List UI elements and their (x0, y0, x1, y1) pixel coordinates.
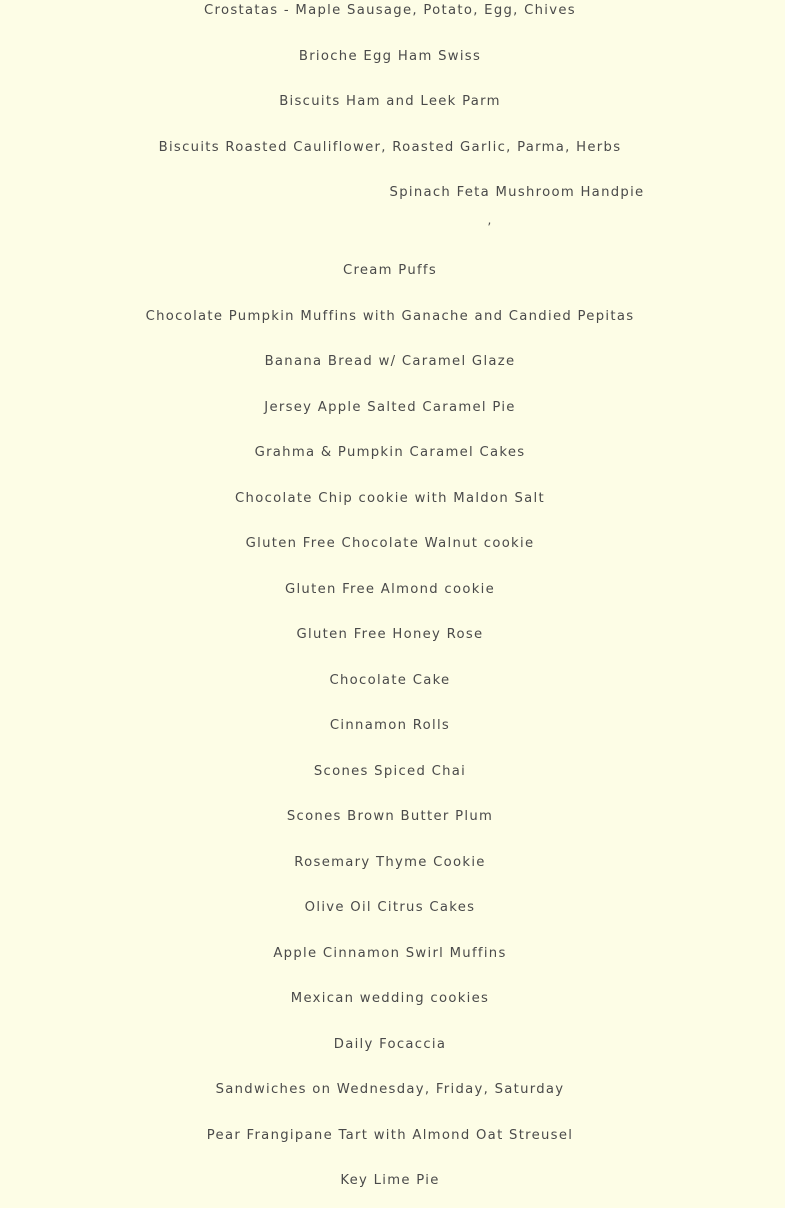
stray-comma: , (487, 213, 493, 227)
menu-item-chocolate-cake: Chocolate Cake (329, 673, 451, 688)
menu-item-apple-pie: Jersey Apple Salted Caramel Pie (264, 400, 516, 415)
menu-item-olive-oil-cakes: Olive Oil Citrus Cakes (304, 900, 476, 915)
menu-item-pumpkin-muffins: Chocolate Pumpkin Muffins with Ganache and Candied Pepitas (145, 309, 635, 324)
menu-item-rosemary-cookie: Rosemary Thyme Cookie (294, 855, 486, 870)
menu-item-crostatas: Crostatas - Maple Sausage, Potato, Egg, Chives (204, 3, 576, 18)
menu-item-cream-puffs: Cream Puffs (342, 263, 438, 278)
menu-item-handpie: Spinach Feta Mushroom Handpie (389, 185, 645, 200)
menu-item-cinnamon-rolls: Cinnamon Rolls (329, 718, 451, 733)
menu-item-biscuits-cauliflower: Biscuits Roasted Cauliflower, Roasted Garlic, Parma, Herbs (158, 140, 622, 155)
menu-item-chocolate-chip-cookie: Chocolate Chip cookie with Maldon Salt (235, 491, 545, 506)
menu-item-biscuits-ham: Biscuits Ham and Leek Parm (279, 94, 501, 109)
menu-item-gf-walnut-cookie: Gluten Free Chocolate Walnut cookie (245, 536, 535, 551)
menu-item-scones-plum: Scones Brown Butter Plum (286, 809, 494, 824)
menu-item-scones-chai: Scones Spiced Chai (313, 764, 467, 779)
menu-item-wedding-cookies: Mexican wedding cookies (290, 991, 490, 1006)
menu-item-brioche: Brioche Egg Ham Swiss (298, 49, 482, 64)
menu-item-gf-honey-rose: Gluten Free Honey Rose (296, 627, 484, 642)
menu-item-key-lime-pie: Key Lime Pie (340, 1173, 440, 1188)
menu-item-pear-tart: Pear Frangipane Tart with Almond Oat Streusel (206, 1128, 574, 1143)
menu-item-focaccia: Daily Focaccia (333, 1037, 447, 1052)
menu-item-sandwiches: Sandwiches on Wednesday, Friday, Saturday (215, 1082, 565, 1097)
menu-item-caramel-cakes: Grahma & Pumpkin Caramel Cakes (254, 445, 526, 460)
menu-item-banana-bread: Banana Bread w/ Caramel Glaze (264, 354, 516, 369)
menu-item-swirl-muffins: Apple Cinnamon Swirl Muffins (273, 946, 507, 961)
menu-item-gf-almond-cookie: Gluten Free Almond cookie (284, 582, 496, 597)
